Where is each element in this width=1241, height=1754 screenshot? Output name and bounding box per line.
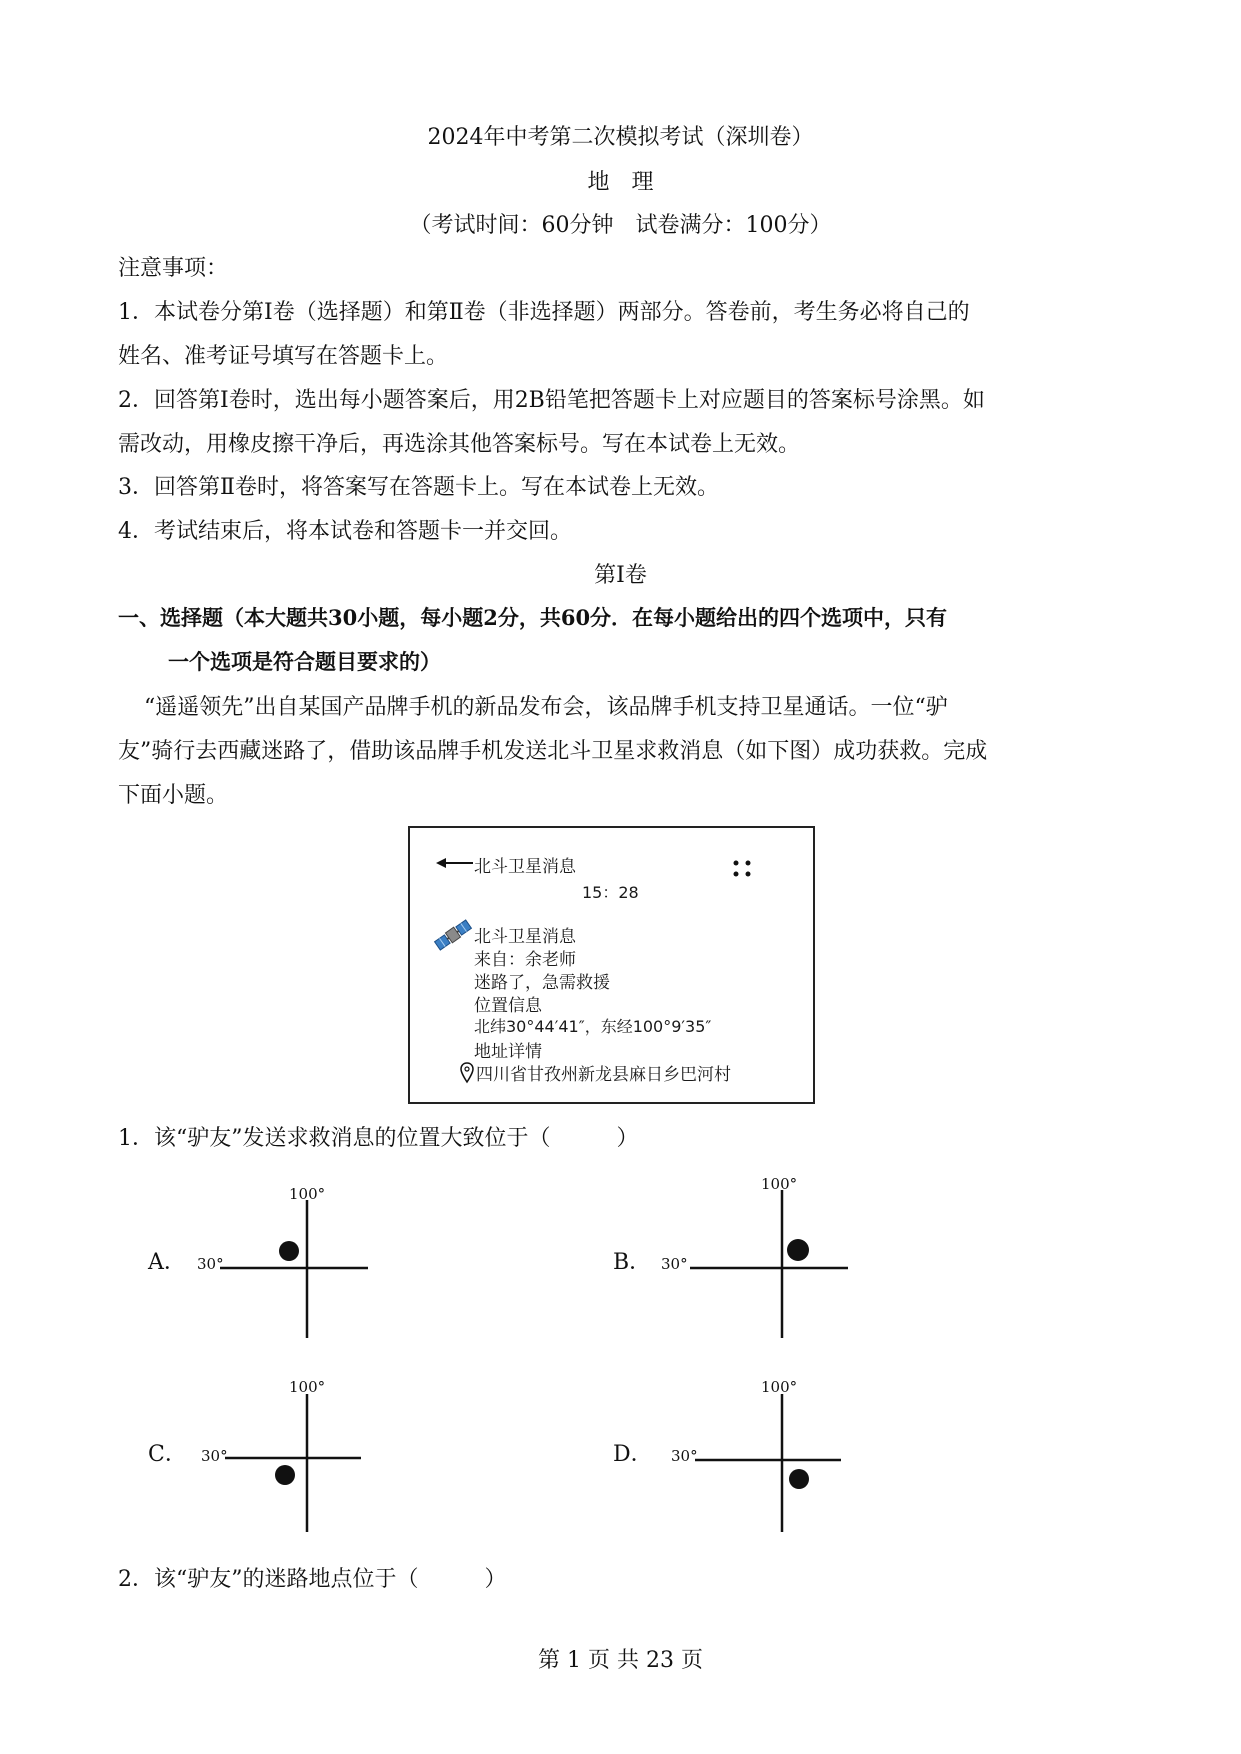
option-d-letter: D． xyxy=(613,1442,653,1467)
passage-line-2: 友”骑行去西藏迷路了，借助该品牌手机发送北斗卫星求救消息（如下图）成功获救。完成 xyxy=(118,739,988,764)
option-c-longitude-label: 100° xyxy=(289,1378,326,1396)
note-3: 3．回答第Ⅱ卷时，将答案写在答题卡上。写在本试卷上无效。 xyxy=(118,475,719,500)
section-heading-cont: 一个选项是符合题目要求的） xyxy=(168,649,441,674)
option-a-letter: A． xyxy=(148,1250,186,1275)
option-b-longitude-label: 100° xyxy=(761,1175,798,1193)
option-c-location-dot xyxy=(275,1465,295,1485)
option-d-latitude-label: 30° xyxy=(671,1447,698,1465)
option-b-latitude-label: 30° xyxy=(661,1255,688,1273)
message-time: 15：28 xyxy=(582,883,639,902)
exam-title: 2024年中考第二次模拟考试（深圳卷） xyxy=(427,125,814,150)
satellite-message-figure xyxy=(408,826,815,1104)
option-a-longitude-label: 100° xyxy=(289,1185,326,1203)
note-1: 1．本试卷分第Ⅰ卷（选择题）和第Ⅱ卷（非选择题）两部分。答卷前，考生务必将自己的 xyxy=(118,300,970,325)
question-1-stem: 1．该“驴友”发送求救消息的位置大致位于（ ） xyxy=(118,1126,639,1151)
question-2-stem: 2．该“驴友”的迷路地点位于（ ） xyxy=(118,1567,507,1592)
location-label: 位置信息 xyxy=(474,996,542,1016)
section-heading: 一、选择题（本大题共30小题，每小题2分，共60分．在每小题给出的四个选项中，只有 xyxy=(118,605,948,630)
message-body: 迷路了，急需救援 xyxy=(474,973,610,993)
volume-title: 第Ⅰ卷 xyxy=(594,563,647,588)
address: 四川省甘孜州新龙县麻日乡巴河村 xyxy=(476,1065,731,1085)
option-d-location-dot xyxy=(789,1469,809,1489)
option-b-coordinate-diagram xyxy=(690,1190,850,1340)
option-b-location-dot xyxy=(787,1239,809,1261)
option-a-location-dot xyxy=(279,1241,299,1261)
notes-heading: 注意事项： xyxy=(118,256,229,281)
passage-line-3: 下面小题。 xyxy=(118,783,229,808)
note-4: 4．考试结束后，将本试卷和答题卡一并交回。 xyxy=(118,519,572,544)
message-from: 来自：余老师 xyxy=(474,950,576,970)
option-c-coordinate-diagram xyxy=(225,1394,365,1534)
option-a-coordinate-diagram xyxy=(220,1200,370,1340)
option-b-letter: B． xyxy=(613,1250,652,1275)
back-arrow-icon xyxy=(436,856,474,870)
passage-line-1: “遥遥领先”出自某国产品牌手机的新品发布会，该品牌手机支持卫星通话。一位“驴 xyxy=(144,695,948,720)
option-a-latitude-label: 30° xyxy=(197,1255,224,1273)
coordinates: 北纬30°44′41″，东经100°9′35″ xyxy=(474,1017,712,1036)
note-1-cont: 姓名、准考证号填写在答题卡上。 xyxy=(118,344,449,369)
option-c-letter: C． xyxy=(148,1442,187,1467)
option-d-coordinate-diagram xyxy=(695,1394,845,1534)
satellite-icon xyxy=(432,916,474,954)
subject-title: 地 理 xyxy=(587,170,654,195)
note-2-cont: 需改动，用橡皮擦干净后，再选涂其他答案标号。写在本试卷上无效。 xyxy=(118,432,801,457)
location-pin-icon xyxy=(460,1062,474,1084)
option-c-latitude-label: 30° xyxy=(201,1447,228,1465)
message-title: 北斗卫星消息 xyxy=(474,927,576,947)
exam-info: （考试时间：60分钟 试卷满分：100分） xyxy=(409,213,832,238)
page-footer: 第 1 页 共 23 页 xyxy=(538,1648,703,1673)
message-header-title: 北斗卫星消息 xyxy=(474,857,576,877)
note-2: 2．回答第Ⅰ卷时，选出每小题答案后，用2B铅笔把答题卡上对应题目的答案标号涂黑。如 xyxy=(118,388,985,413)
more-dots-icon xyxy=(732,859,756,879)
option-d-longitude-label: 100° xyxy=(761,1378,798,1396)
address-label: 地址详情 xyxy=(474,1042,542,1062)
